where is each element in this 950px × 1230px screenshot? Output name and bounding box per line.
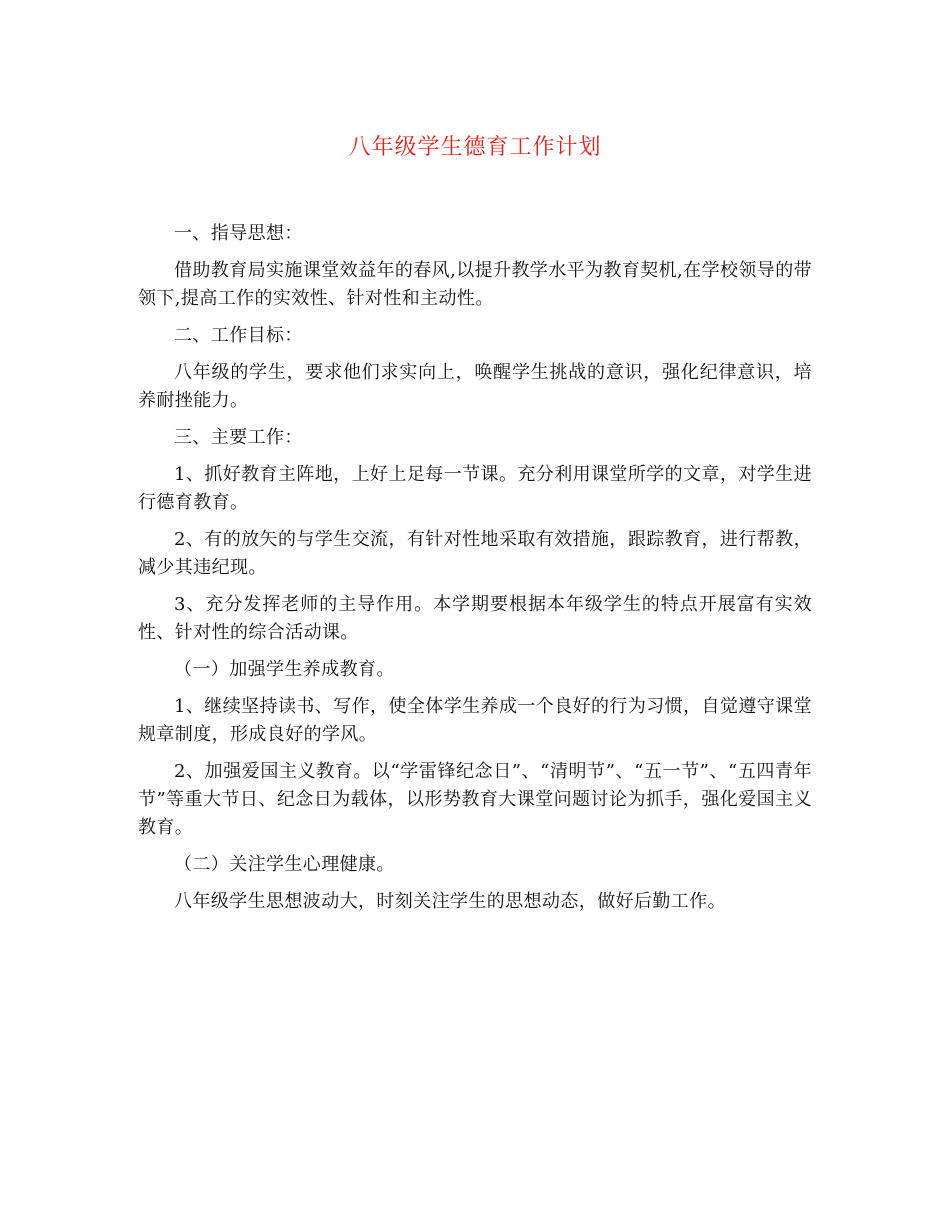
list-item-habit-1: 1、继续坚持读书、写作，使全体学生养成一个良好的行为习惯，自觉遵守课堂规章制度，形成良好的学风。 [138, 696, 812, 745]
section-heading-guiding-thought: 一、指导思想： [174, 223, 303, 244]
list-item-main-work-3: 3、充分发挥老师的主导作用。本学期要根据本年级学生的特点开展富有实效性、针对性的综合活动课。 [138, 594, 812, 643]
paragraph-mental-health: 八年级学生思想波动大，时刻关注学生的思想动态，做好后勤工作。 [174, 891, 726, 912]
subsection-heading-mental-health: （二）关注学生心理健康。 [174, 854, 395, 875]
paragraph-guiding-thought: 借助教育局实施课堂效益年的春风,以提升教学水平为教育契机,在学校领导的带领下,提高工作的实效性、针对性和主动性。 [138, 260, 812, 309]
document-title: 八年级学生德育工作计划 [348, 135, 602, 160]
list-item-main-work-2: 2、有的放矢的与学生交流，有针对性地采取有效措施，跟踪教育，进行帮教，减少其违纪现。 [138, 529, 812, 578]
list-item-main-work-1: 1、抓好教育主阵地，上好上足每一节课。充分利用课堂所学的文章，对学生进行德育教育。 [138, 464, 812, 513]
subsection-heading-habit-education: （一）加强学生养成教育。 [174, 659, 395, 680]
list-item-habit-2: 2、加强爱国主义教育。以“学雷锋纪念日”、“清明节”、“五一节”、“五四青年节”等重大节日、纪念日为载体，以形势教育大课堂问题讨论为抓手，强化爱国主义教育。 [138, 761, 812, 838]
section-heading-main-work: 三、主要工作： [174, 427, 303, 448]
section-heading-work-goals: 二、工作目标： [174, 325, 303, 346]
paragraph-work-goals: 八年级的学生，要求他们求实向上，唤醒学生挑战的意识，强化纪律意识，培养耐挫能力。 [138, 362, 812, 411]
document-body [138, 220, 812, 925]
